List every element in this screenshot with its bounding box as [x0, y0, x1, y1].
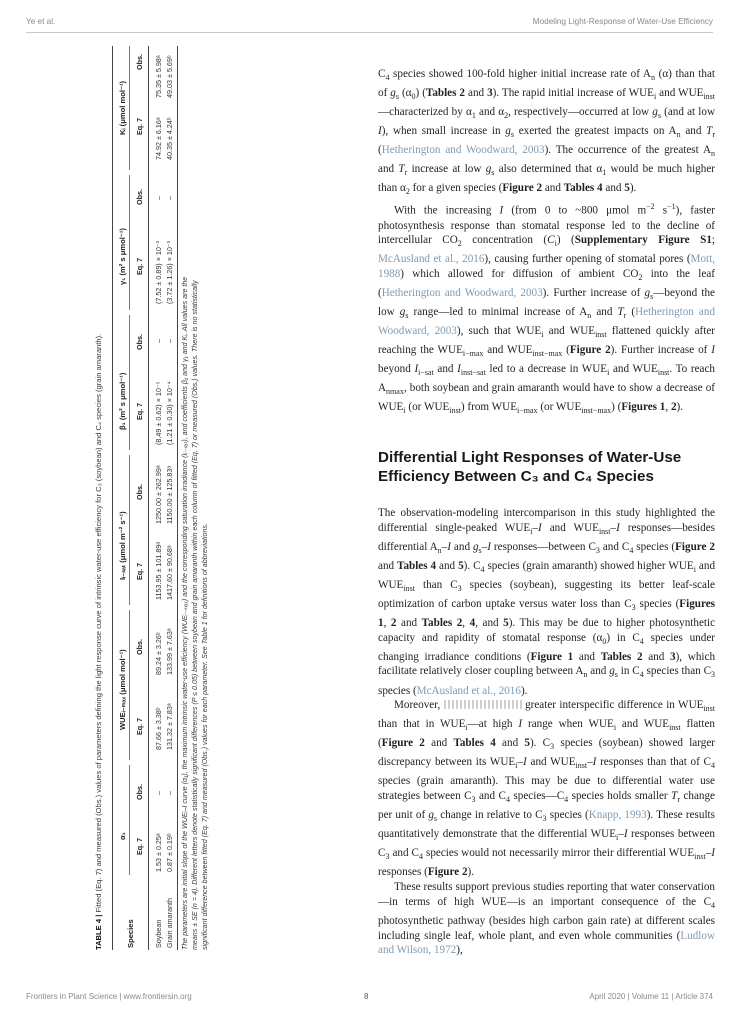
table-cell: (1.21 ± 0.30) × 10⁻⁴ [165, 381, 174, 445]
citation-link[interactable]: Knapp, 1993 [588, 809, 647, 822]
table-cell: – [165, 339, 174, 343]
paragraph: Moreover, greater interspecific difference in $WUE_{inst}$ than that in $WUE_i—at$ high I range when $WUE_i$ and $WUE_{inst}$ flatten (Figure 2 and Tables 4 and 5). $C_3$ species (soybean) showed larger discrepancy between its $WUE_i-I$ and $WUE_{inst}-I$ responses than that of $C_4$ species (grain amaranth). This may be due to differential water use strategies between $C_3$ and $C_4$ $species—C_4$ species holds smaller $T_r$ change per unit of $g_s$ change in relative to $C_3$ species (Knapp, 1993). These results quantitatively demonstrate that the differential $WUE_i-I$ responses between $C_3$ and $C_4$ species would not necessarily mirror their differential $WUE_{inst}-I$ responses (Figure 2). [378, 699, 715, 879]
table-cell: 75.35 ± 5.98ᵃ [154, 55, 163, 98]
sub-obs-5: Obs. [135, 189, 144, 205]
running-header-title: Modeling Light-Response of Water-Use Efficiency [532, 17, 713, 26]
table-note: The parameters are initial slope of the WUEᵢ–I curve (α₁), the maximum intrinsic water-use efficiency (WUEᵢ₋ₘₐₓ) and the corresponding saturation irradiance (Iᵢ₋ₛₐₜ), and coefficients β₁ and γ₁ and Kᵢ. All values are the [181, 276, 189, 950]
citation-link[interactable]: McAusland et al., 2016 [416, 684, 521, 697]
table-header-rule [148, 46, 149, 950]
table-bottom-rule [177, 46, 178, 950]
table-cell: 1.53 ± 0.25ᵃ [154, 833, 163, 872]
table-caption: TABLE 4 | Fitted (Eq. 7) and measured (Obs.) values of parameters defining the light response curve of intrinsic water-use efficiency for C₃ (soybean) and C₄ species (grain amaranth). [94, 333, 103, 950]
sub-eq-1: Eq. 7 [135, 837, 144, 855]
sub-obs-2: Obs. [135, 639, 144, 655]
sub-rule-beta1 [129, 315, 130, 450]
citation-link[interactable]: McAusland et al., 2016 [378, 253, 485, 266]
table-cell: – [154, 339, 163, 343]
citation-link[interactable]: Hetherington and Woodward, 2003 [378, 306, 716, 338]
table-cell: 133.99 ± 7.63ᵃ [165, 628, 174, 675]
sub-obs-1: Obs. [135, 784, 144, 800]
sub-rule-alpha1 [129, 765, 130, 875]
sub-obs-3: Obs. [135, 484, 144, 500]
table-cell: (8.49 ± 0.62) × 10⁻⁵ [154, 381, 163, 445]
col-group-i-sat: Iᵢ₋ₛₐₜ (μmol m⁻² s⁻¹) [118, 511, 127, 580]
page-number: 8 [364, 992, 369, 1001]
paragraph: The observation-modeling intercomparison in this study highlighted the differential single-peaked $WUE_i-I$ and $WUE_{inst}-I$ responses—besides differential $A_n-I$ and $g_s-I$ responses—between $C_3$ and $C_4$ species (Figure 2 and Tables 4 and 5). $C_4$ species (grain amaranth) showed higher $WUE_i$ and $WUE_{inst}$ than $C_3$ species (soybean), suggesting its better leaf-scale optimization of carbon uptake versus water loss than $C_3$ species (Figures 1, 2 and Tables 2, 4, and 5). This may be due to higher photosynthetic capacity and rapidity of stomatal response $(\alpha_0)$ in $C_4$ species under changing irradiance conditions (Figure 1 and Tables 2 and 3), which facilitate relatively closer coupling between $A_n$ and $g_s$ in $C_4$ species than $C_3$ species (McAusland et al., 2016). [378, 507, 716, 697]
table-cell: 0.87 ± 0.19ᵇ [165, 833, 174, 872]
sub-eq-3: Eq. 7 [135, 562, 144, 580]
body-text-top [378, 67, 715, 419]
table-cell: 131.32 ± 7.83ᵃ [165, 703, 174, 750]
col-group-gamma1: γ₁ (m² s μmol⁻¹) [118, 228, 127, 285]
sub-obs-4: Obs. [135, 334, 144, 350]
col-group-ki: Kᵢ (μmol mol⁻¹) [118, 80, 127, 135]
sub-eq-6: Eq. 7 [135, 117, 144, 135]
col-group-beta1: β₁ (m² s μmol⁻¹) [118, 372, 127, 430]
table-cell: 87.66 ± 3.38ᵇ [154, 707, 163, 750]
header-rule [26, 32, 713, 33]
paragraph: With the increasing I (from 0 to ~800 μmol $m^{-2}$ $s^{-1}$), faster photosynthesis response than stomatal response led to the decline of intercellular $CO_2$ concentration $(C_i)$ (Supplementary Figure S1; McAusland et al., 2016), causing further opening of stomatal pores (Mott, 1988) which allowed for diffusion of ambient $CO_2$ into the leaf (Hetherington and Woodward, 2003). Further increase of $g_s—beyond$ the low $g_s$ range—led to minimal increase of $A_n$ and $T_r$ (Hetherington and Woodward, 2003), such that $WUE_i$ and $WUE_{inst}$ flattened quickly after reaching the $WUE_{i-max}$ and $WUE_{inst-max}$ (Figure 2). Further increase of I beyond $I_{i-sat}$ and $I_{inst-sat}$ led to a decrease in $WUE_i$ and $WUE_{inst}$. To reach $A_{nmax}$, both soybean and grain amaranth would have to show a decrease of $WUE_i$ (or $WUE_{inst}$) from $WUE_{i-max}$ (or $WUE_{inst-max}$) (Figures 1, 2). [378, 202, 716, 416]
table-cell: – [154, 196, 163, 200]
table-cell: – [165, 196, 174, 200]
sub-rule-wue [129, 610, 130, 760]
table-cell: 1153.95 ± 101.89ᵃ [154, 541, 163, 600]
col-header-species: Species [126, 919, 135, 948]
sub-rule-gamma1 [129, 175, 130, 310]
body-text-bottom [378, 506, 715, 958]
sub-obs-6: Obs. [135, 54, 144, 70]
row-species: Soybean [154, 919, 163, 948]
col-group-alpha1: α₁ [118, 832, 127, 840]
sub-eq-4: Eq. 7 [135, 402, 144, 420]
table-cell: 49.03 ± 5.69ᵇ [165, 55, 174, 98]
citation-link[interactable]: Hetherington and Woodward, 2003 [381, 144, 545, 157]
citation-link[interactable]: Hetherington and Woodward, 2003 [381, 287, 543, 300]
table-4 [26, 40, 356, 975]
sub-rule-ki [129, 46, 130, 170]
sub-eq-2: Eq. 7 [135, 717, 144, 735]
table-cell: 89.24 ± 3.26ᵇ [154, 632, 163, 675]
citation-link[interactable]: Mott, 1988 [378, 253, 715, 281]
row-species: Grain amaranth [165, 898, 174, 948]
table-4-region [26, 40, 356, 975]
table-cell: – [154, 791, 163, 795]
illegible-text [444, 700, 522, 709]
section-heading: Differential Light Responses of Water-Use Efficiency Between C₃ and C₄ Species [378, 449, 682, 485]
table-note: significant difference between fitted (Eq. 7) and measured (Obs.) values for each parameter. See Table 1 for definitions of abbreviations. [201, 523, 209, 950]
table-cell: (3.72 ± 1.26) × 10⁻³ [165, 240, 174, 304]
table-top-rule [112, 46, 113, 950]
footer-issue: April 2020 | Volume 11 | Article 374 [589, 992, 713, 1001]
table-cell: 1250.00 ± 262.99ᵃ [154, 465, 163, 524]
running-header-authors: Ye et al. [26, 17, 56, 26]
table-cell: 1417.60 ± 90.68ᵃ [165, 545, 174, 600]
table-cell: – [165, 791, 174, 795]
table-cell: 40.35 ± 4.24ᵇ [165, 117, 174, 160]
table-cell: 1150.00 ± 125.83ᵃ [165, 465, 174, 524]
citation-link[interactable]: Ludlow and Wilson, 1972 [378, 929, 715, 957]
sub-rule-isat [129, 455, 130, 605]
sub-eq-5: Eq. 7 [135, 257, 144, 275]
table-cell: 74.92 ± 6.16ᵃ [154, 117, 163, 160]
table-note: means ± SE (n = 4). Different letters denote statistically significant differences (P ≤ 0.05) between soybean and grain amaranth within each column of fitted (Eq. 7) or measured (Obs.) values. There is no statistically [191, 280, 199, 950]
footer-journal: Frontiers in Plant Science | www.frontiersin.org [26, 992, 192, 1001]
paragraph: $C_4$ species showed 100-fold higher initial increase rate of $A_n$ (α) than that of $g_s$ $(\alpha_0)$ (Tables 2 and 3). The rapid initial increase of $WUE_i$ and $WUE_{inst}—characterized$ by $\alpha_1$ and $\alpha_2$, respectively—occurred at low $g_s$ (and at low I), when small increase in $g_s$ exerted the greatest impacts on $A_n$ and $T_r$ (Hetherington and Woodward, 2003). The occurrence of the greatest $A_n$ and $T_r$ increase at low $g_s$ also determined that $\alpha_1$ would be much higher than $\alpha_2$ for a given species (Figure 2 and Tables 4 and 5). [378, 68, 716, 197]
paragraph: These results support previous studies reporting that water conservation—in terms of high WUE—is an important consequence of the $C_4$ photosynthetic pathway (besides high carbon gain rate) at different scales including single leaf, whole plant, and even whole communities (Ludlow and Wilson, 1972), [378, 881, 715, 957]
col-group-wue-max: WUEᵢ₋ₘₐₓ (μmol mol⁻¹) [118, 649, 127, 730]
table-cell: (7.52 ± 0.89) × 10⁻³ [154, 240, 163, 304]
